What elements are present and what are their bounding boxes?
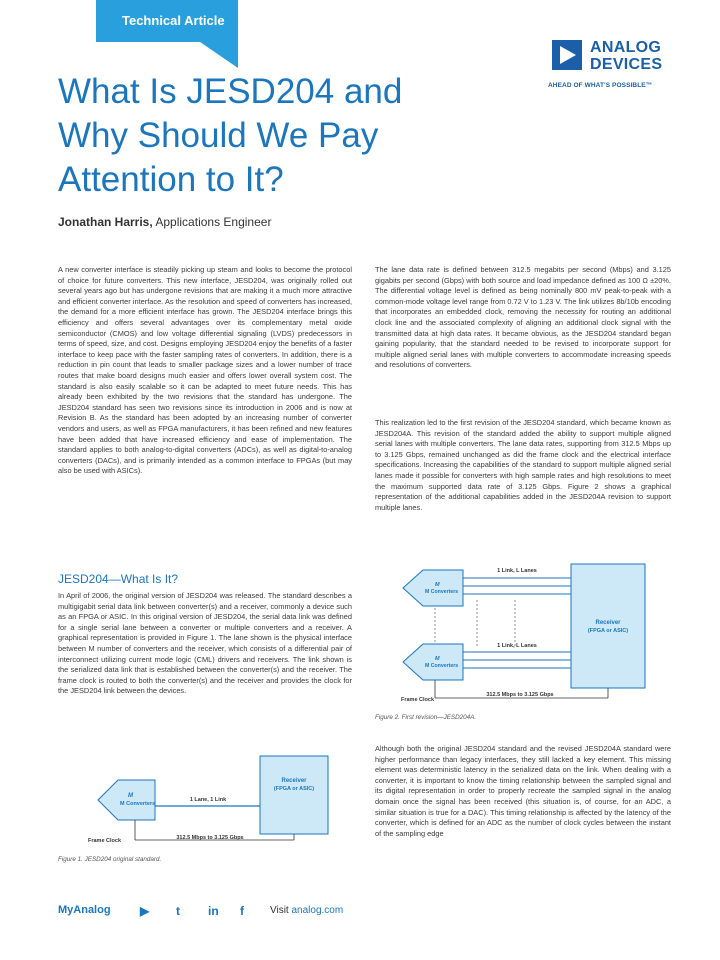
visit-label: Visit bbox=[270, 905, 292, 916]
twitter-icon[interactable]: t bbox=[176, 904, 180, 918]
fig2-receiver-label-2: (FPGA or ASIC) bbox=[587, 628, 629, 634]
fig1-receiver-label-1: Receiver bbox=[281, 778, 307, 784]
figure-1-caption: Figure 1. JESD204 original standard. bbox=[58, 856, 162, 863]
figure-1-diagram bbox=[80, 748, 350, 858]
intro-text: A new converter interface is steadily picking up steam and looks to become the protocol of choice for future converters. This new interface, JESD204, was originally rolled out several years ago but has undergone revisions that are making it a much more attractive and efficient converter interface. As the resolution and speed of converters has increased, the demand for a more efficient interface has grown. The JESD204 interface brings this efficiency and offers several advantages over its complementary metal oxide semiconductor (CMOS) and low voltage differential signaling (LVDS) predecessors in terms of speed, size, and cost. Designs employing JESD204 enjoy the benefits of a faster interface to keep pace with the faster sampling rates of converters. In addition, there is a reduction in pin count that leads to smaller package sizes and a lower number of trace routes that make board designs much easier and offers lower overall system cost. The standard is also easily scalable so it can be adapted to meet future needs. This has already been exhibited by the two revisions that the standard has undergone. The JESD204 standard has seen two revisions since its introduction in 2006 and is now at Revision B. As the standard has been adopted by an increasing number of converter vendors and users, as well as FPGA manufacturers, it has been refined and new features have been added that have increased efficiency and ease of implementation. The standard applies to both analog-to-digital converters (ADCs), as well as digital-to-analog converters (DACs), and is primarily intended as a common interface to FPGAs (but may also be used with ASICs). bbox=[58, 265, 352, 476]
fig2-rate: 312.5 Mbps to 3.125 Gbps bbox=[486, 692, 554, 698]
tag-corner-shape bbox=[200, 42, 238, 68]
column-2-paragraph-2 bbox=[375, 418, 671, 521]
visit-text bbox=[270, 905, 343, 916]
section-paragraph bbox=[58, 591, 352, 705]
fig2-receiver-label-1: Receiver bbox=[595, 620, 621, 626]
figure-2-diagram bbox=[395, 560, 660, 705]
fig2-frame-clock: Frame Clock bbox=[401, 697, 435, 703]
column-2-paragraph-3 bbox=[375, 744, 671, 847]
article-type-tag: Technical Article bbox=[96, 0, 238, 42]
section-heading: JESD204—What Is It? bbox=[58, 572, 179, 586]
author-name: Jonathan Harris, bbox=[58, 215, 153, 229]
svg-text:M: M bbox=[435, 582, 440, 588]
fig1-converters-label: M Converters bbox=[120, 801, 156, 807]
myanalog-link[interactable]: MyAnalog bbox=[58, 904, 111, 916]
logo-text bbox=[590, 39, 710, 73]
author-role: Applications Engineer bbox=[152, 215, 272, 229]
fig2-converters-top-label: M Converters bbox=[425, 589, 459, 595]
facebook-icon[interactable]: f bbox=[240, 904, 244, 918]
article-title: What Is JESD204 and Why Should We Pay Attention to It? bbox=[58, 72, 403, 199]
col2-text-2: This realization led to the first revision of the JESD204 standard, which became known as JESD204A. This revision of the standard added the ability to support multiple aligned serial lanes with multiple converters. The lane data rates, supporting from 312.5 Mbps up to 3.125 Gbps, remained unchanged as did the frame clock and the electrical interface specifications. Increasing the capabilities of the standard to support multiple aligned serial lanes made it possible for converters with high sample rates and high resolutions to meet the maximum supported data rate of 3.125 Gbps. Figure 2 shows a graphical representation of the additional capabilities added in the JESD204A revision to support multiple lanes. bbox=[375, 418, 671, 512]
linkedin-icon[interactable]: in bbox=[208, 904, 219, 918]
fig2-converters-bottom-label: M Converters bbox=[425, 663, 459, 669]
footer-bar bbox=[58, 900, 458, 924]
section-text: In April of 2006, the original version of JESD204 was released. The standard describes a multigigabit serial data link between converter(s) and a receiver, commonly a device such as an FPGA or ASIC. In this original version of JESD204, the serial data link was defined for a single serial lane between a converter or multiple converters and a receiver. A graphical representation is provided in Figure 1. The lane shown is the physical interface between M number of converters and the receiver, which consists of a differential pair of interconnect utilizing current mode logic (CML) drivers and receivers. The link shown is the serialized data link that is established between the converter(s) and the receiver. The frame clock is routed to both the converter(s) and the receiver and provides the clock for the JESD204 link between the devices. bbox=[58, 591, 352, 696]
svg-text:M: M bbox=[435, 656, 440, 662]
col2-text-3: Although both the original JESD204 standard and the revised JESD204A standard were higher performance than legacy interfaces, they still lacked a key element. This missing element was deterministic latency in the serialized data on the link. When dealing with a converter, it is important to know the timing relationship between the sampled signal and its digital representation in order to properly recreate the sampled signal in the analog domain once the signal has been received (this situation is, of course, for an ADC, a similar situation is true for a DAC). This timing relationship is affected by the latency of the converter, which is defined for an ADC as the number of clock cycles between the instant of the sampling edge bbox=[375, 744, 671, 838]
intro-paragraph bbox=[58, 265, 352, 485]
svg-text:M: M bbox=[128, 793, 133, 799]
fig1-lane-label: 1 Lane, 1 Link bbox=[189, 797, 227, 803]
fig2-link-bottom: 1 Link, L Lanes bbox=[497, 643, 537, 649]
col2-text-1: The lane data rate is defined between 312.5 megabits per second (Mbps) and 3.125 gigabits per second (Gbps) with both source and load impedance defined as 100 Ω ±20%. The differential voltage level is defined as being nominally 800 mV peak-to-peak with a common-mode voltage level range from 0.72 V to 1.23 V. The link utilizes 8b/10b encoding that incorporates an embedded clock, removing the necessity for routing an additional clock line and the associated complexity of aligning an additional clock signal with the transmitted data at high data rates. It became obvious, as the JESD204 standard began gaining popularity, that the standard needed to be revised to incorporate support for multiple aligned serial lanes with multiple converters to accommodate increasing speeds and resolutions of converters. bbox=[375, 265, 671, 370]
fig1-receiver-label-2: (FPGA or ASIC) bbox=[273, 786, 315, 792]
visit-link[interactable]: analog.com bbox=[291, 905, 344, 916]
author-line bbox=[58, 215, 271, 229]
logo-tagline: AHEAD OF WHAT'S POSSIBLE™ bbox=[548, 82, 653, 89]
figure-2-caption: Figure 2. First revision—JESD204A. bbox=[375, 714, 477, 721]
column-2-paragraph-1 bbox=[375, 265, 671, 379]
fig1-receiver-box bbox=[260, 756, 328, 834]
fig1-frame-clock: Frame Clock bbox=[88, 838, 122, 844]
logo-line-1: ANALOG bbox=[590, 39, 662, 56]
fig1-converters-shape bbox=[98, 780, 155, 820]
fig2-link-top: 1 Link, L Lanes bbox=[497, 568, 537, 574]
fig1-rate: 312.5 Mbps to 3.125 Gbps bbox=[176, 835, 244, 841]
logo-line-2: DEVICES bbox=[590, 56, 663, 73]
youtube-icon[interactable]: ▶ bbox=[140, 904, 150, 918]
logo-triangle-icon bbox=[552, 40, 582, 70]
